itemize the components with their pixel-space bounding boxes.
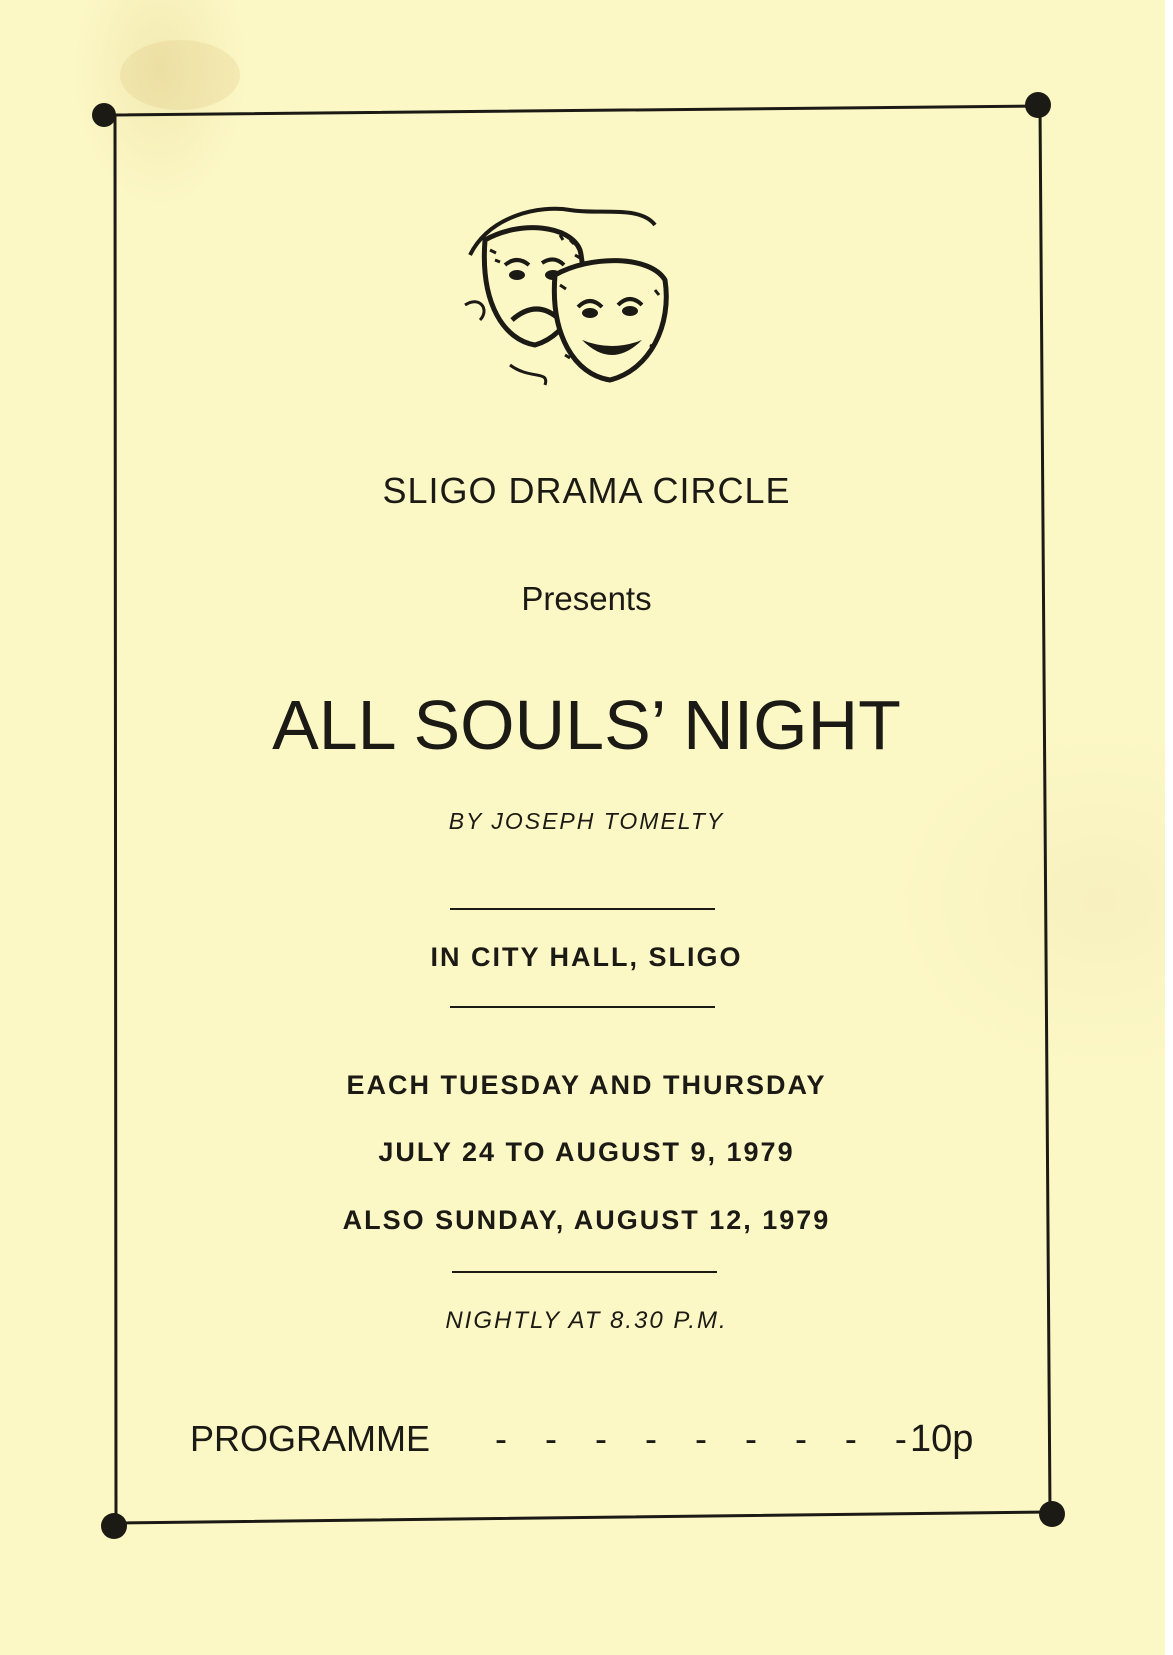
presents-label: Presents	[521, 580, 652, 617]
play-title: ALL SOULS’ NIGHT	[272, 686, 901, 764]
divider-rule	[450, 908, 715, 910]
divider-rule	[452, 1271, 717, 1273]
venue-text: IN CITY HALL, SLIGO	[430, 942, 743, 972]
schedule-line: ALSO SUNDAY, AUGUST 12, 1979	[342, 1205, 831, 1235]
play-author: BY JOSEPH TOMELTY	[448, 808, 725, 834]
corner-dot-bottom-left	[101, 1513, 127, 1539]
organization-name: SLIGO DRAMA CIRCLE	[382, 470, 791, 511]
comedy-tragedy-masks-icon	[450, 195, 680, 395]
programme-leader-dashes: - - - - - - - - -	[495, 1418, 921, 1459]
divider-rule	[450, 1006, 715, 1008]
performance-time: NIGHTLY AT 8.30 P.M.	[445, 1307, 728, 1334]
programme-price: 10p	[910, 1418, 974, 1460]
corner-dot-top-right	[1025, 92, 1051, 118]
corner-dot-bottom-right	[1039, 1501, 1065, 1527]
programme-label: PROGRAMME	[190, 1418, 431, 1459]
schedule-line: JULY 24 TO AUGUST 9, 1979	[378, 1137, 795, 1167]
schedule-line: EACH TUESDAY AND THURSDAY	[346, 1070, 827, 1100]
corner-dot-top-left	[92, 103, 116, 127]
